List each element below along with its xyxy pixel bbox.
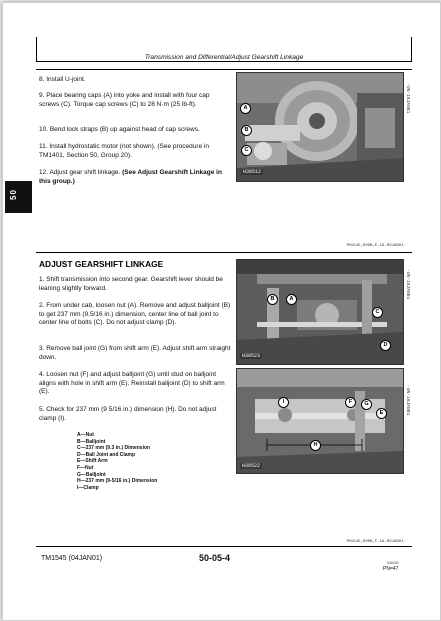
callout-a: A — [240, 103, 251, 114]
callout-a-2: A — [286, 294, 297, 305]
legend-item: I—Clamp — [77, 484, 99, 491]
callout-c-2: C — [372, 307, 383, 318]
photo-shift-arm — [236, 368, 404, 474]
photo-shift-arm-graphic — [237, 369, 403, 473]
step-b5: 5. Check for 237 mm (9 5/16 in.) dimension (H). Do not adjust clamp (I). — [39, 406, 217, 422]
step-b4: 4. Loosen nut (F) and adjust balljoint (G) until stud on balljoint aligns with hole in shift arm (E). Reinstall balljoint (D) to shift arm (E). — [39, 371, 225, 396]
photo-u-joint-graphic — [237, 73, 403, 181]
legend-item: G—Balljoint — [77, 471, 106, 478]
bottom-section-rule — [36, 546, 412, 547]
footer-page-number: 50-05-4 — [199, 553, 231, 563]
callout-e-3: E — [376, 408, 387, 419]
legend-item: F—Nut — [77, 464, 94, 471]
photo-under-cab-tag: H39523 — [242, 353, 261, 359]
step-11: 11. Install hydrostatic motor (not shown). (See procedure in TM1401, Section 50, Group 20). — [39, 143, 210, 159]
legend-item: E—Shift Arm — [77, 458, 108, 465]
photo-shift-arm-code: -UN-16JAN01 — [405, 385, 410, 416]
page-header-title: Transmission and Differential/Adjust Gearshift Linkage — [144, 54, 304, 61]
legend-item: B—Balljoint — [77, 438, 106, 445]
header-rule — [36, 61, 412, 62]
step-8: 8. Install U-joint. — [39, 76, 86, 83]
legend-item: A—Nut — [77, 432, 94, 438]
section-side-tab — [5, 181, 32, 213]
callout-f-3: F — [345, 397, 356, 408]
photo-under-cab-code: -UN-16JAN01 — [405, 269, 410, 300]
step-12-crossref: (See Adjust Gearshift Linkage in this group.) — [39, 169, 222, 185]
legend-item: H—237 mm (9-5/16 in.) Dimension — [77, 478, 158, 485]
photo-under-cab — [236, 259, 404, 365]
step-b2: 2. From under cab, loosen nut (A). Remove and adjust balljoint (B) to get 237 mm (9.5/16 in.) dimension, center line of ball joint to center line of bolts (C). Do not adjust clamp (D). — [39, 302, 231, 327]
footer-manual-id: TM1545 (04JAN01) — [41, 555, 103, 562]
footer-pn: PN=47 — [383, 566, 399, 572]
callout-b-2: B — [267, 294, 278, 305]
callout-d-2: D — [380, 340, 391, 351]
legend-item: D—Ball Joint and Clamp — [77, 451, 136, 458]
callout-c: C — [241, 145, 252, 156]
callout-b: B — [241, 125, 252, 136]
callout-i-3: I — [278, 397, 289, 408]
side-tab-label: 50 — [8, 189, 18, 200]
section-title: ADJUST GEARSHIFT LINKAGE — [39, 259, 164, 269]
photo-shift-arm-tag: H39522 — [242, 463, 261, 469]
middle-section-rule — [36, 252, 412, 253]
step-b3: 3. Remove ball joint (G) from shift arm (E). Adjust shift arm straight down. — [39, 345, 231, 361]
top-section-rule — [36, 69, 412, 70]
photo-u-joint — [236, 72, 404, 182]
footer-date-code: 040101 — [387, 561, 399, 565]
step-b1: 1. Shift transmission into second gear. Gearshift lever should be leaning slightly forward. — [39, 276, 223, 292]
manual-page — [2, 2, 441, 621]
step-10: 10. Bend lock straps (B) up against head of cap screws. — [39, 126, 200, 133]
photo-u-joint-code: -UN-16JAN01 — [405, 83, 410, 114]
ref-code-2: TM1545,000B,F-19-09JAN01 — [346, 540, 404, 544]
callout-g-3: G — [361, 399, 372, 410]
step-12 — [39, 169, 231, 186]
callout-legend — [77, 432, 157, 491]
step-9: 9. Place bearing caps (A) into yoke and install with four cap screws (C). Torque cap screws (C) to 28 N·m (25 lb-ft). — [39, 92, 210, 108]
callout-h-3: H — [310, 440, 321, 451]
ref-code-1: TM1545,000B,E-19-09JAN01 — [346, 244, 404, 248]
legend-item: C—237 mm (9.3 in.) Dimension — [77, 445, 151, 452]
photo-u-joint-tag: H39512 — [243, 169, 262, 175]
step-12-text: 12. Adjust gear shift linkage. — [39, 169, 121, 176]
